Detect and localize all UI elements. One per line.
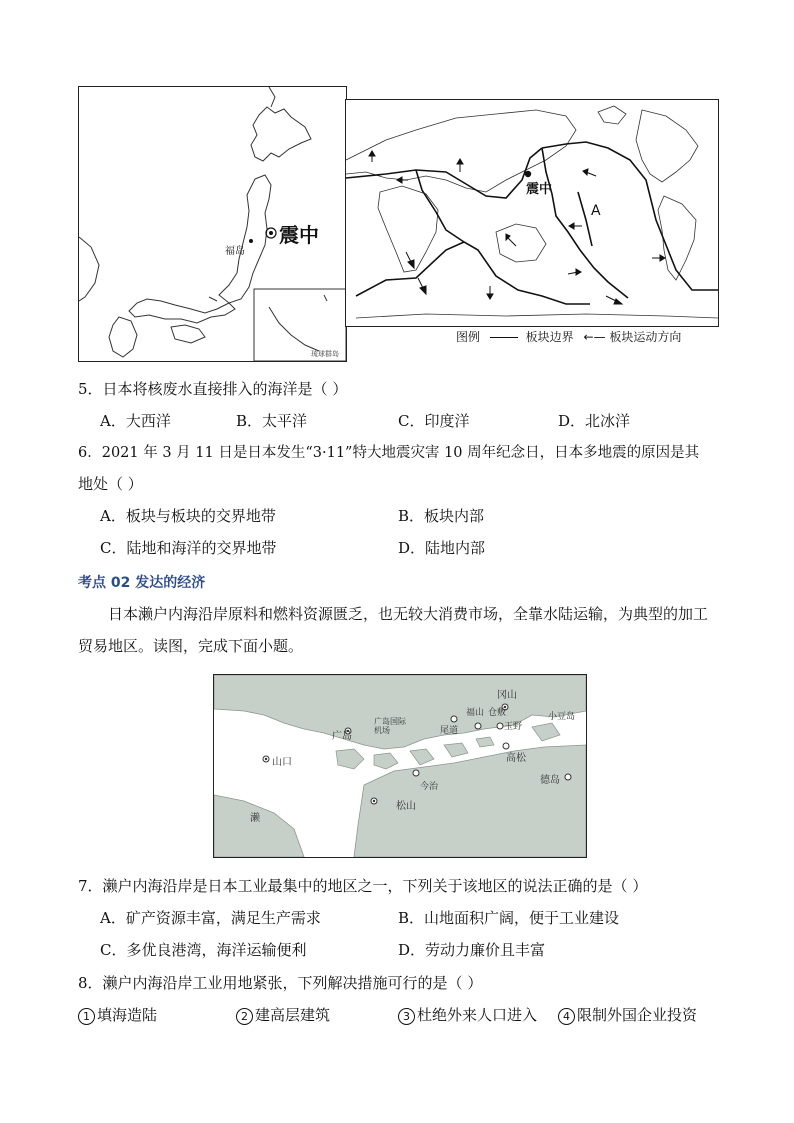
q8-choice-2-number: 2 (236, 1008, 253, 1025)
onomichi-label: 尾道 (440, 726, 459, 736)
world-plate-map (345, 99, 719, 327)
fukuyama-label: 福山 (466, 708, 485, 718)
seto-outline (214, 675, 586, 857)
q6-option-a[interactable]: A．板块与板块的交界地带 (100, 507, 276, 525)
q7-option-d[interactable]: D．劳动力廉价且丰富 (398, 941, 546, 959)
ryukyu-label: 琉球群岛 (311, 350, 339, 358)
q8-choice-1[interactable] (78, 1005, 157, 1025)
plate-a-label: A (591, 203, 601, 219)
hiroshima-label: 广岛 (332, 731, 352, 742)
q8-choice-2-text: 建高层建筑 (255, 1006, 331, 1024)
q8-choice-2[interactable] (236, 1005, 330, 1025)
okayama-label: 冈山 (497, 690, 517, 701)
q8-choice-1-number: 1 (78, 1008, 95, 1025)
passage-text: 日本濑户内海沿岸原料和燃料资源匮乏，也无较大消费市场，全靠水陆运输，为典型的加工贸易地区。读图，完成下面小题。 (78, 605, 709, 655)
q7-option-c[interactable]: C．多优良港湾，海洋运输便利 (100, 941, 307, 959)
legend-arrow-icon: ←— (583, 330, 606, 344)
world-quake-label: 震中 (526, 182, 553, 197)
seto-inland-sea-map (213, 674, 587, 858)
legend-boundary: 板块边界 (525, 330, 574, 344)
q6-option-b[interactable]: B．板块内部 (398, 507, 485, 525)
q8-choice-1-text: 填海造陆 (97, 1006, 158, 1024)
q6-option-c[interactable]: C．陆地和海洋的交界地带 (100, 539, 277, 557)
hiroshima-airport-label: 广岛国际机场 (374, 717, 406, 735)
kurashiki-label: 仓敷 (488, 708, 507, 718)
shodoshima-label: 小豆岛 (548, 712, 576, 722)
seto-label: 濑 (250, 813, 260, 824)
fukushima-label: 福岛 (225, 246, 245, 257)
q5-stem: 5．日本将核废水直接排入的海洋是（ ） (78, 380, 348, 398)
q7-option-b[interactable]: B．山地面积广阔，便于工业建设 (398, 909, 620, 927)
q5-option-a[interactable]: A．大西洋 (100, 412, 171, 430)
world-outline (346, 100, 718, 326)
q7-option-a[interactable]: A．矿产资源丰富，满足生产需求 (100, 909, 321, 927)
japan-quake-label: 震中 (279, 223, 319, 247)
plate-legend (456, 328, 681, 345)
q8-choice-3-number: 3 (398, 1008, 415, 1025)
tamano-label: 玉野 (504, 722, 523, 732)
section-heading: 考点 02 发达的经济 (78, 575, 206, 591)
q6-stem-line1: 6．2021 年 3 月 11 日是日本发生“3·11”特大地震灾害 10 周年纪念日，日本多地震的原因是其 (78, 445, 700, 461)
takamatsu-label: 高松 (506, 753, 526, 764)
tokushima-label: 德岛 (540, 775, 560, 786)
legend-prefix: 图例 (456, 330, 481, 344)
q5-option-b[interactable]: B．太平洋 (236, 412, 308, 430)
q8-choice-4-number: 4 (558, 1008, 575, 1025)
imabari-label: 今治 (420, 782, 439, 792)
q8-stem: 8．濑户内海沿岸工业用地紧张，下列解决措施可行的是（ ） (78, 974, 483, 992)
q6-stem-line2: 地处（ ） (78, 475, 143, 493)
q6-option-d[interactable]: D．陆地内部 (398, 539, 486, 557)
q8-choice-3[interactable] (398, 1005, 537, 1025)
japan-map (78, 86, 347, 362)
q5-option-c[interactable]: C．印度洋 (398, 412, 470, 430)
q5-option-d[interactable]: D．北冰洋 (558, 412, 631, 430)
legend-direction: 板块运动方向 (609, 330, 682, 344)
matsuyama-label: 松山 (396, 801, 416, 812)
yamaguchi-label: 山口 (272, 757, 292, 768)
q7-stem: 7．濑户内海沿岸是日本工业最集中的地区之一，下列关于该地区的说法正确的是（ ） (78, 877, 648, 895)
q8-choice-4[interactable] (558, 1005, 697, 1025)
legend-line-icon (490, 337, 518, 338)
q8-choice-3-text: 杜绝外来人口进入 (417, 1006, 538, 1024)
q8-choice-4-text: 限制外国企业投资 (577, 1006, 698, 1024)
